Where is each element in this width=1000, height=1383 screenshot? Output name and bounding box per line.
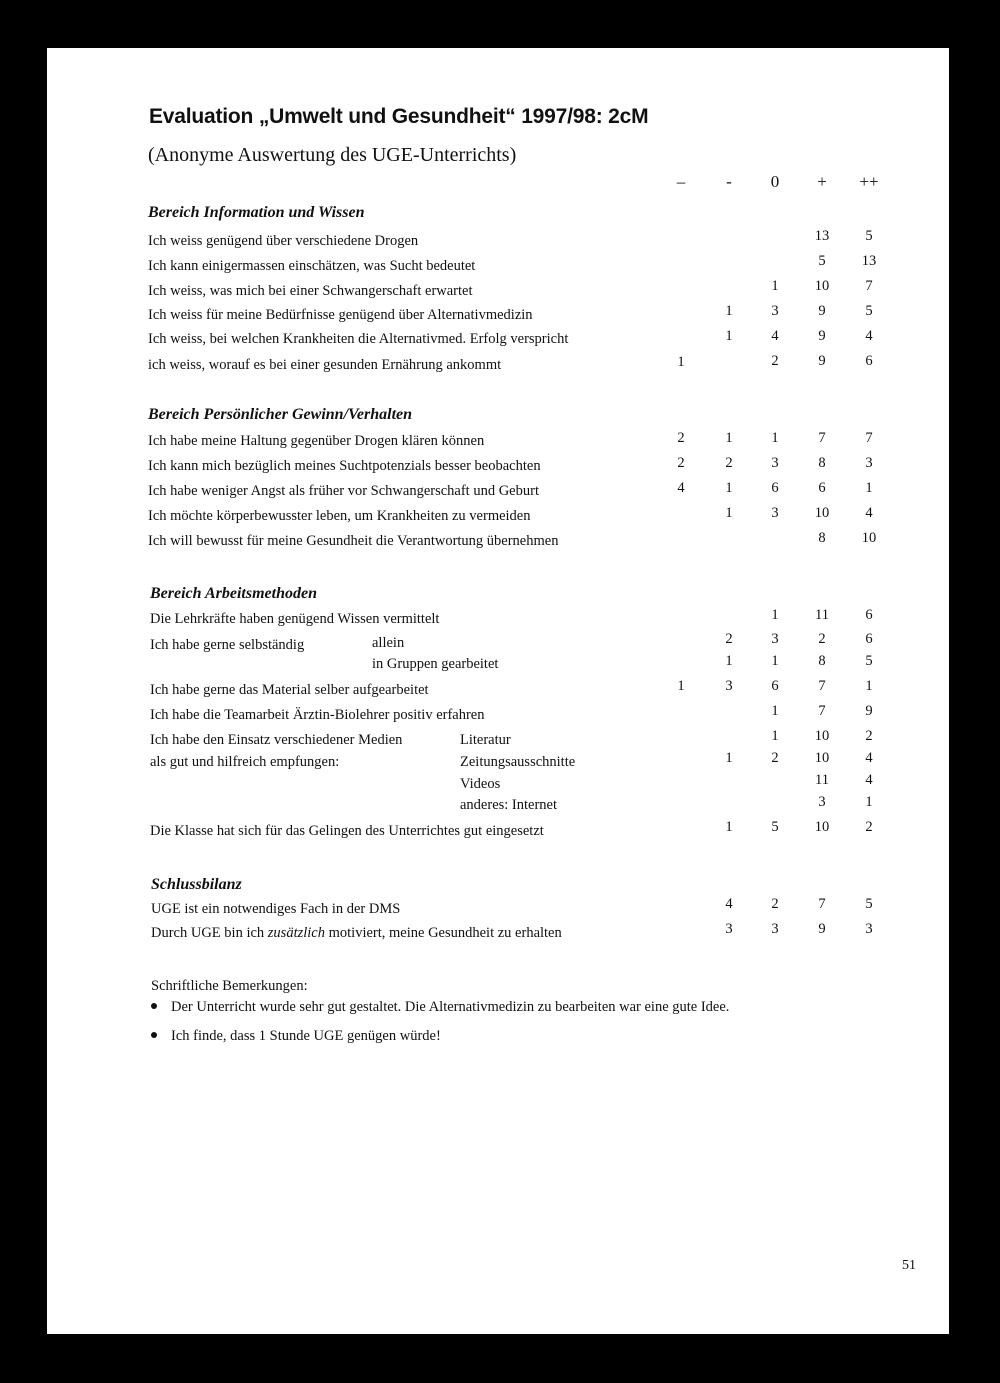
cell-value: 1: [725, 819, 733, 835]
cell-value: 1: [725, 653, 733, 669]
cell-value: 9: [818, 328, 826, 344]
cell-value: 2: [771, 896, 779, 912]
cell-value: 8: [818, 653, 826, 669]
label-part: Durch UGE bin ich: [151, 925, 268, 941]
cell-value: 5: [865, 653, 873, 669]
cell-value: 11: [815, 772, 829, 788]
row-label: Ich habe weniger Angst als früher vor Schwangerschaft und Geburt: [148, 483, 539, 499]
cell-value: 1: [771, 607, 779, 623]
cell-value: 6: [771, 480, 779, 496]
cell-value: 2: [677, 455, 685, 471]
cell-value: 1: [771, 278, 779, 294]
document-page: [47, 48, 949, 1334]
label-part: motiviert, meine Gesundheit zu erhalten: [324, 925, 562, 941]
row-label: Die Klasse hat sich für das Gelingen des Unterrichtes gut eingesetzt: [150, 823, 544, 839]
cell-value: 6: [865, 607, 873, 623]
cell-value: 3: [725, 921, 733, 937]
cell-value: 1: [865, 794, 873, 810]
scale-header-negative: -: [726, 172, 732, 191]
cell-value: 4: [865, 328, 873, 344]
cell-value: 3: [771, 455, 779, 471]
cell-value: 3: [725, 678, 733, 694]
row-label: Ich kann einigermassen einschätzen, was Sucht bedeutet: [148, 258, 476, 274]
cell-value: 13: [814, 228, 830, 244]
cell-value: 7: [865, 430, 873, 446]
cell-value: 3: [771, 631, 779, 647]
cell-value: 11: [815, 607, 829, 623]
row-sublabel: Videos: [460, 776, 501, 792]
cell-value: 6: [771, 678, 779, 694]
cell-value: 10: [814, 278, 830, 294]
cell-value: 9: [818, 921, 826, 937]
remark-item: [151, 1028, 441, 1045]
row-label: Ich kann mich bezüglich meines Suchtpotenzials besser beobachten: [148, 458, 541, 474]
cell-value: 2: [771, 750, 779, 766]
cell-value: 6: [865, 631, 873, 647]
cell-value: 10: [814, 819, 830, 835]
cell-value: 1: [677, 354, 685, 370]
cell-value: 8: [818, 455, 826, 471]
page-title: Evaluation „Umwelt und Gesundheit“ 1997/98: 2cM: [149, 105, 649, 128]
page-number: 51: [902, 1258, 916, 1273]
cell-value: 1: [771, 703, 779, 719]
cell-value: 2: [677, 430, 685, 446]
cell-value: 4: [771, 328, 779, 344]
cell-value: 3: [865, 455, 873, 471]
cell-value: 7: [865, 278, 873, 294]
row-label: Ich habe meine Haltung gegenüber Drogen klären können: [148, 433, 485, 449]
remark-text: Ich finde, dass 1 Stunde UGE genügen würde!: [171, 1028, 441, 1044]
emphasis-word: zusätzlich: [267, 925, 325, 941]
row-sublabel: in Gruppen gearbeitet: [372, 656, 499, 672]
cell-value: 1: [725, 505, 733, 521]
cell-value: 4: [865, 772, 873, 788]
cell-value: 5: [865, 303, 873, 319]
cell-value: 8: [818, 530, 826, 546]
row-label: Ich habe die Teamarbeit Ärztin-Biolehrer positiv erfahren: [150, 707, 485, 723]
page-subtitle: (Anonyme Auswertung des UGE-Unterrichts): [148, 144, 517, 166]
cell-value: 2: [818, 631, 826, 647]
row-label: Ich will bewusst für meine Gesundheit die Verantwortung übernehmen: [148, 533, 559, 549]
row-label: Ich weiss, bei welchen Krankheiten die Alternativmed. Erfolg verspricht: [148, 331, 569, 347]
cell-value: 2: [865, 819, 873, 835]
cell-value: 5: [865, 896, 873, 912]
remark-text: Der Unterricht wurde sehr gut gestaltet. Die Alternativmedizin zu bearbeiten war eine gute Idee.: [171, 999, 730, 1015]
remarks-heading: Schriftliche Bemerkungen:: [151, 978, 308, 994]
cell-value: 1: [865, 480, 873, 496]
section-heading: Bereich Persönlicher Gewinn/Verhalten: [148, 406, 413, 423]
cell-value: 7: [818, 678, 826, 694]
cell-value: 2: [865, 728, 873, 744]
cell-value: 3: [771, 921, 779, 937]
section-heading: Bereich Arbeitsmethoden: [150, 585, 317, 602]
cell-value: 5: [771, 819, 779, 835]
scale-header-positive: +: [817, 172, 827, 191]
row-sublabel: allein: [372, 635, 405, 651]
cell-value: 1: [771, 430, 779, 446]
row-sublabel: anderes: Internet: [460, 797, 558, 813]
cell-value: 1: [771, 728, 779, 744]
row-label: UGE ist ein notwendiges Fach in der DMS: [151, 901, 401, 917]
cell-value: 5: [865, 228, 873, 244]
cell-value: 2: [771, 353, 779, 369]
row-label: als gut und hilfreich empfungen:: [150, 754, 340, 770]
cell-value: 10: [861, 530, 877, 546]
cell-value: 13: [861, 253, 877, 269]
cell-value: 3: [771, 303, 779, 319]
bullet-icon: [151, 1003, 157, 1009]
cell-value: 1: [865, 678, 873, 694]
cell-value: 1: [771, 653, 779, 669]
bullet-icon: [151, 1032, 157, 1038]
cell-value: 9: [818, 303, 826, 319]
cell-value: 5: [818, 253, 826, 269]
cell-value: 3: [818, 794, 826, 810]
cell-value: 9: [818, 353, 826, 369]
cell-value: 7: [818, 703, 826, 719]
scale-header-very-positive: ++: [859, 172, 879, 191]
row-label: Ich habe gerne selbständig: [150, 637, 305, 653]
cell-value: 1: [725, 750, 733, 766]
cell-value: 10: [814, 728, 830, 744]
cell-value: 6: [818, 480, 826, 496]
row-sublabel: Literatur: [460, 732, 511, 748]
row-label: Ich weiss für meine Bedürfnisse genügend über Alternativmedizin: [148, 307, 533, 323]
row-label: Ich möchte körperbewusster leben, um Krankheiten zu vermeiden: [148, 508, 531, 524]
row-label: Ich habe den Einsatz verschiedener Medien: [150, 732, 403, 748]
row-label: Ich weiss genügend über verschiedene Drogen: [148, 233, 419, 249]
cell-value: 4: [725, 896, 733, 912]
cell-value: 4: [865, 750, 873, 766]
row-label: Ich weiss, was mich bei einer Schwangerschaft erwartet: [148, 283, 473, 299]
cell-value: 1: [725, 303, 733, 319]
section-heading: Schlussbilanz: [151, 876, 242, 893]
cell-value: 3: [865, 921, 873, 937]
row-label: Ich habe gerne das Material selber aufgearbeitet: [150, 682, 429, 698]
row-label: ich weiss, worauf es bei einer gesunden Ernährung ankommt: [148, 357, 502, 373]
cell-value: 10: [814, 750, 830, 766]
cell-value: 3: [771, 505, 779, 521]
cell-value: 1: [725, 328, 733, 344]
cell-value: 1: [677, 678, 685, 694]
cell-value: 7: [818, 896, 826, 912]
cell-value: 10: [814, 505, 830, 521]
scale-header-neutral: 0: [770, 172, 780, 191]
cell-value: 4: [865, 505, 873, 521]
remark-item: [151, 999, 729, 1016]
row-label: [151, 925, 562, 942]
cell-value: 1: [725, 480, 733, 496]
cell-value: 9: [865, 703, 873, 719]
cell-value: 6: [865, 353, 873, 369]
cell-value: 7: [818, 430, 826, 446]
scale-header-very-negative: –: [676, 172, 686, 191]
cell-value: 2: [725, 455, 733, 471]
cell-value: 4: [677, 480, 685, 496]
row-label: Die Lehrkräfte haben genügend Wissen vermittelt: [150, 611, 440, 627]
section-heading: Bereich Information und Wissen: [148, 204, 365, 221]
row-sublabel: Zeitungsausschnitte: [460, 754, 576, 770]
cell-value: 2: [725, 631, 733, 647]
cell-value: 1: [725, 430, 733, 446]
